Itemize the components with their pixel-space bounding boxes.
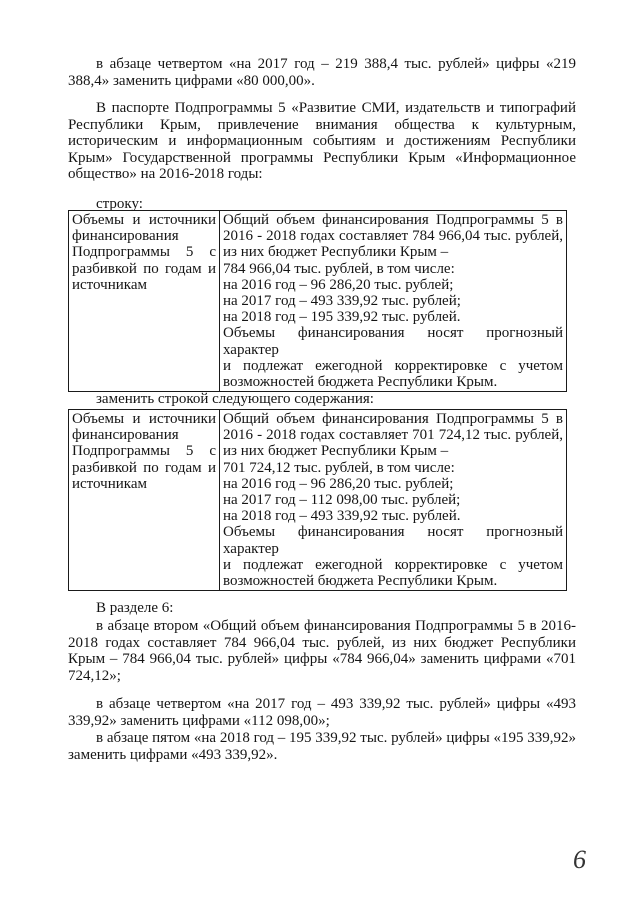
table-new-line: Общий объем финансирования Подпрограммы 5 в (223, 411, 563, 427)
table-old-line: и подлежат ежегодной корректировке с учетом (223, 357, 563, 374)
label-replace: заменить строкой следующего содержания: (96, 391, 374, 407)
table-new-right-cell (220, 410, 567, 591)
table-new-left-cell: Объемы и источники финансирования Подпрограммы 5 с разбивкой по годам и источникам (69, 410, 220, 591)
table-new-line: из них бюджет Республики Крым – (223, 443, 449, 460)
passport-table-new (68, 409, 567, 591)
table-old-line: Общий объем финансирования Подпрограммы 5 в (223, 212, 563, 228)
page-number: 6 (573, 845, 586, 875)
table-new-line: на 2016 год – 96 286,20 тыс. рублей; (223, 475, 454, 492)
item-paragraph5: в абзаце пятом «на 2018 год – 195 339,92 тыс. рублей» цифры «195 339,92» заменить цифрами «493 339,92». (68, 730, 576, 763)
table-new-line: Объемы финансирования носят прогнозный характер (223, 524, 563, 557)
table-new-line: и подлежат ежегодной корректировке с учетом (223, 556, 563, 573)
item-paragraph4: в абзаце четвертом «на 2017 год – 493 339,92 тыс. рублей» цифры «493 339,92» заменить цифрами «112 098,00»; (68, 696, 576, 729)
label-row: строку: (96, 196, 143, 212)
table-new-line: на 2018 год – 493 339,92 тыс. рублей. (223, 508, 461, 525)
paragraph-paragraph4-change: в абзаце четвертом «на 2017 год – 219 388,4 тыс. рублей» цифры «219 388,4» заменить цифрами «80 000,00». (68, 56, 576, 89)
item-paragraph2: в абзаце втором «Общий объем финансирования Подпрограммы 5 в 2016-2018 годах составляет 784 966,04 тыс. рублей, из них бюджет Республики Крым – 784 966,04 тыс. рублей» цифры «784 966,04» заменить цифрами «701 724,12»; (68, 618, 576, 684)
passport-table-old (68, 210, 567, 392)
table-old-line: на 2017 год – 493 339,92 тыс. рублей; (223, 293, 461, 310)
table-old-line: 784 966,04 тыс. рублей, в том числе: (223, 260, 455, 277)
table-old-line: на 2016 год – 96 286,20 тыс. рублей; (223, 276, 454, 293)
table-old-line: из них бюджет Республики Крым – (223, 244, 449, 261)
table-new-line: возможностей бюджета Республики Крым. (223, 573, 498, 590)
table-old-line: 2016 - 2018 годах составляет 784 966,04 тыс. рублей, (223, 228, 563, 245)
section6-heading: В разделе 6: (96, 600, 174, 616)
paragraph-passport-intro: В паспорте Подпрограммы 5 «Развитие СМИ, издательств и типографий Республики Крым, привлечение внимания общества к культурным, историческим и информационным событиям и достижениям Республики Крым» Государственной программы Республики Крым «Информационное общество» на 2016-2018 годы: (68, 100, 576, 183)
table-new-line: 2016 - 2018 годах составляет 701 724,12 тыс. рублей, (223, 427, 563, 444)
table-new-line: 701 724,12 тыс. рублей, в том числе: (223, 459, 455, 476)
table-old-line: Объемы финансирования носят прогнозный характер (223, 325, 563, 358)
table-new-line: на 2017 год – 112 098,00 тыс. рублей; (223, 492, 461, 509)
table-old-line: на 2018 год – 195 339,92 тыс. рублей. (223, 309, 461, 326)
table-old-left-cell: Объемы и источники финансирования Подпрограммы 5 с разбивкой по годам и источникам (69, 211, 220, 392)
table-old-line: возможностей бюджета Республики Крым. (223, 374, 498, 391)
table-old-right-cell (220, 211, 567, 392)
